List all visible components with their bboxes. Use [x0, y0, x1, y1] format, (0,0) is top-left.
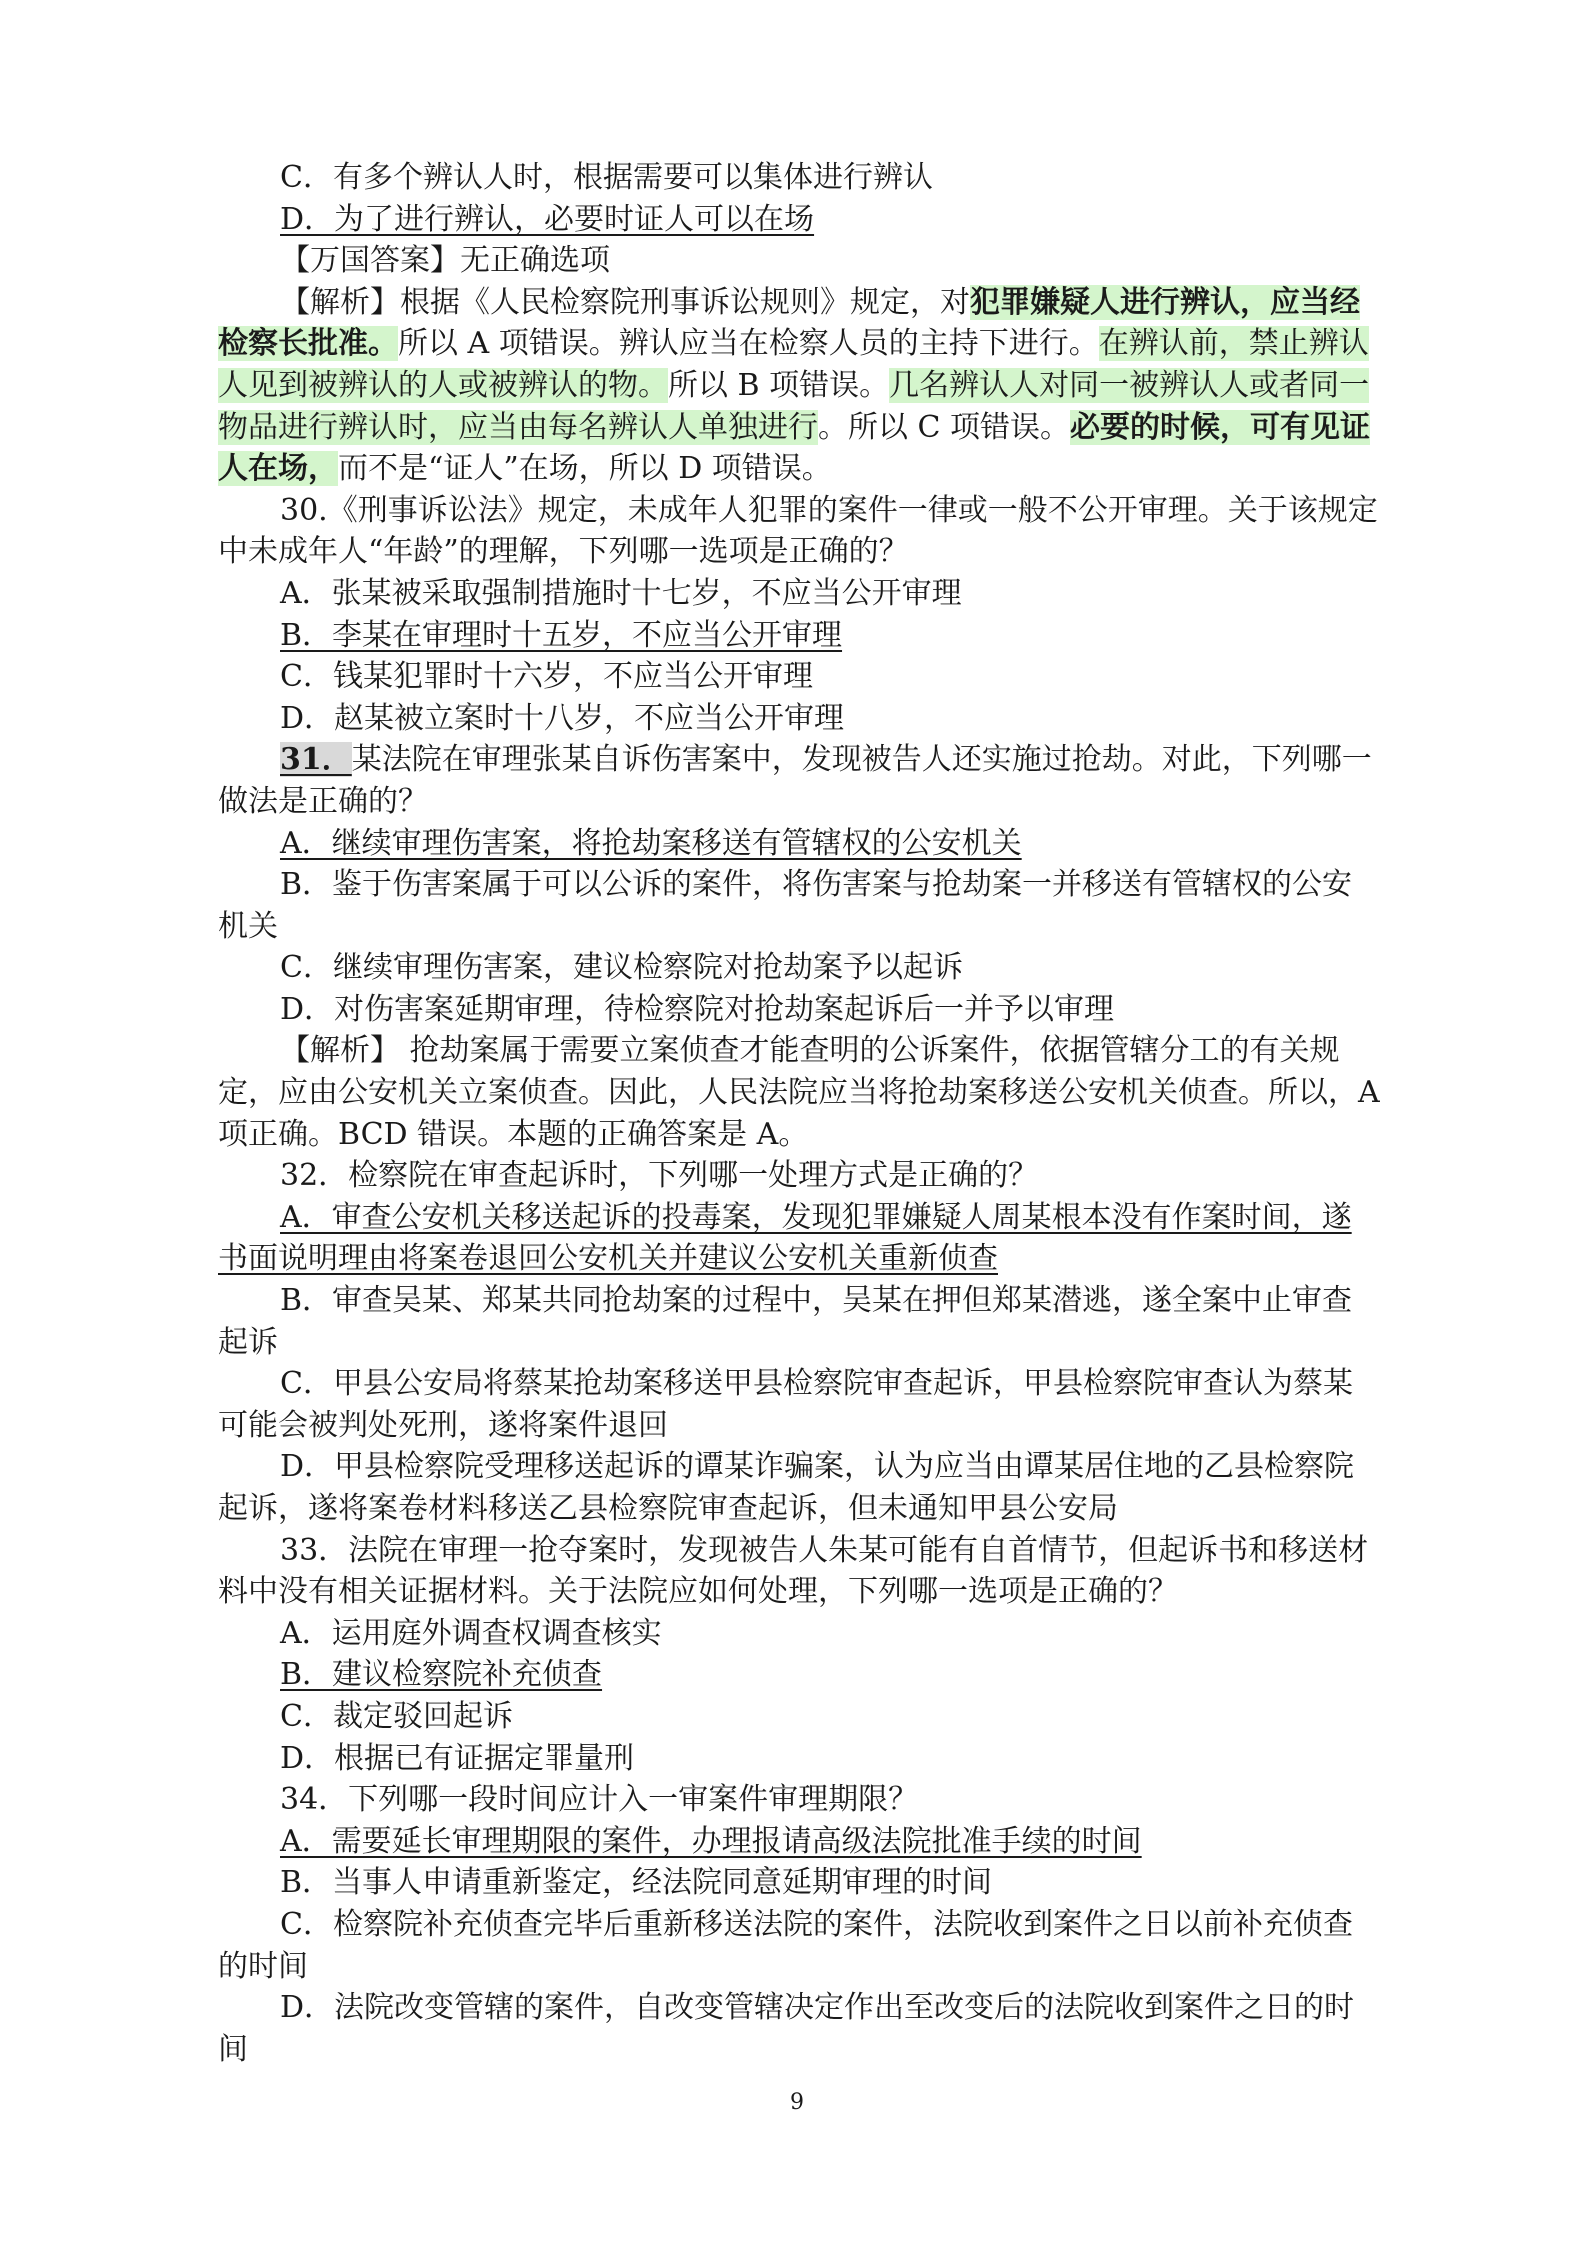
paragraph	[218, 1363, 1380, 1446]
text-run: 几名辨认人对同一被辨认人或者同一物品进行辨认时，应当由每名辨认人单独进行	[218, 367, 1370, 445]
page-number: 9	[790, 2090, 804, 2115]
paragraph	[218, 1280, 1380, 1363]
text-run: C．钱某犯罪时十六岁，不应当公开审理	[280, 659, 813, 695]
text-run: 所以 B 项错误。	[668, 367, 890, 403]
text-run: A．张某被采取强制措施时十七岁，不应当公开审理	[280, 575, 962, 611]
paragraph	[218, 864, 1380, 947]
text-run: 。所以 C 项错误。	[818, 409, 1071, 445]
text-run: 32．检察院在审查起诉时，下列哪一处理方式是正确的？	[280, 1158, 1039, 1194]
text-run: 犯罪嫌疑人进行辨认，应当经检察长批准。	[218, 284, 1360, 362]
paragraph	[218, 240, 1380, 282]
paragraph	[218, 1446, 1380, 1529]
text-run: A．运用庭外调查权调查核实	[280, 1615, 662, 1651]
paragraph	[218, 1654, 1380, 1696]
paragraph	[218, 739, 1380, 822]
paragraph	[218, 1904, 1380, 1987]
text-run: C．甲县公安局将蔡某抢劫案移送甲县检察院审查起诉，甲县检察院审查认为蔡某可能会被判处死刑，遂将案件退回	[218, 1366, 1353, 1443]
text-run: 在辨认前，禁止辨认人见到被辨认的人或被辨认的物。	[218, 326, 1369, 403]
text-run: B．鉴于伤害案属于可以公诉的案件，将伤害案与抢劫案一并移送有管辖权的公安机关	[218, 867, 1353, 944]
paragraph	[218, 282, 1380, 490]
text-run: C．有多个辨认人时，根据需要可以集体进行辨认	[280, 160, 933, 195]
text-run: 【万国答案】无正确选项	[280, 243, 610, 279]
paragraph	[218, 989, 1380, 1031]
text-run: C．检察院补充侦查完毕后重新移送法院的案件，法院收到案件之日以前补充侦查的时间	[218, 1906, 1353, 1984]
paragraph	[218, 947, 1380, 989]
paragraph	[218, 1696, 1380, 1738]
text-run: D．赵某被立案时十八岁，不应当公开审理	[280, 700, 845, 736]
paragraph	[218, 1821, 1380, 1863]
text-run: 【解析】根据《人民检察院刑事诉讼规则》规定，对	[280, 284, 970, 320]
paragraph	[218, 1197, 1380, 1280]
text-run: 30.《刑事诉讼法》规定，未成年人犯罪的案件一律或一般不公开审理。关于该规定中未成年人“年龄”的理解，下列哪一选项是正确的？	[218, 492, 1378, 570]
text-run: B．当事人申请重新鉴定，经法院同意延期审理的时间	[280, 1865, 993, 1901]
text-run: 31．	[280, 742, 352, 778]
page-body	[218, 157, 1380, 2070]
paragraph	[218, 615, 1380, 657]
text-run: 34．下列哪一段时间应计入一审案件审理期限？	[280, 1782, 919, 1818]
paragraph	[218, 1530, 1380, 1613]
text-run: 33．法院在审理一抢夺案时，发现被告人朱某可能有自首情节，但起诉书和移送材料中没有相关证据材料。关于法院应如何处理，下列哪一选项是正确的？	[218, 1532, 1369, 1610]
text-run: C．继续审理伤害案，建议检察院对抢劫案予以起诉	[280, 950, 963, 986]
paragraph	[218, 199, 1380, 241]
text-run: A．需要延长审理期限的案件，办理报请高级法院批准手续的时间	[280, 1823, 1142, 1859]
paragraph	[218, 698, 1380, 740]
text-run: A．继续审理伤害案，将抢劫案移送有管辖权的公安机关	[280, 825, 1022, 861]
text-run: 【解析】 抢劫案属于需要立案侦查才能查明的公诉案件，依据管辖分工的有关规定，应由公安机关立案侦查。因此，人民法院应当将抢劫案移送公安机关侦查。所以，A 项正确。BCD 错误。本题的正确答案是 A。	[218, 1033, 1380, 1152]
paragraph	[218, 1779, 1380, 1821]
paragraph	[218, 1738, 1380, 1780]
text-run: B．李某在审理时十五岁，不应当公开审理	[280, 617, 843, 653]
paragraph	[218, 1155, 1380, 1197]
text-run: D．根据已有证据定罪量刑	[280, 1740, 635, 1776]
text-run: D．为了进行辨认，必要时证人可以在场	[280, 201, 815, 237]
text-run: B．审查吴某、郑某共同抢劫案的过程中，吴某在押但郑某潜逃，遂全案中止审查起诉	[218, 1283, 1353, 1360]
text-run: C．裁定驳回起诉	[280, 1698, 513, 1734]
text-run: A．审查公安机关移送起诉的投毒案，发现犯罪嫌疑人周某根本没有作案时间，遂书面说明理由将案卷退回公安机关并建议公安机关重新侦查	[218, 1199, 1352, 1277]
paragraph	[218, 157, 1380, 199]
text-run: 某法院在审理张某自诉伤害案中，发现被告人还实施过抢劫。对此，下列哪一做法是正确的？	[218, 742, 1372, 819]
paragraph	[218, 1030, 1380, 1155]
text-run: D．甲县检察院受理移送起诉的谭某诈骗案，认为应当由谭某居住地的乙县检察院起诉，遂将案卷材料移送乙县检察院审查起诉，但未通知甲县公安局	[218, 1449, 1355, 1526]
paragraph	[218, 1613, 1380, 1655]
paragraph	[218, 573, 1380, 615]
paragraph	[218, 1987, 1380, 2070]
text-run: B．建议检察院补充侦查	[280, 1657, 603, 1693]
text-run: D．对伤害案延期审理，待检察院对抢劫案起诉后一并予以审理	[280, 991, 1115, 1027]
paragraph	[218, 823, 1380, 865]
text-run: 所以 A 项错误。辨认应当在检察人员的主持下进行。	[398, 326, 1099, 362]
text-run: D．法院改变管辖的案件，自改变管辖决定作出至改变后的法院收到案件之日的时间	[218, 1990, 1355, 2067]
paragraph	[218, 1862, 1380, 1904]
paragraph	[218, 490, 1380, 573]
paragraph	[218, 656, 1380, 698]
text-run: 必要的时候，可有见证人在场，	[218, 409, 1371, 487]
text-run: 而不是“证人”在场，所以 D 项错误。	[338, 451, 832, 487]
